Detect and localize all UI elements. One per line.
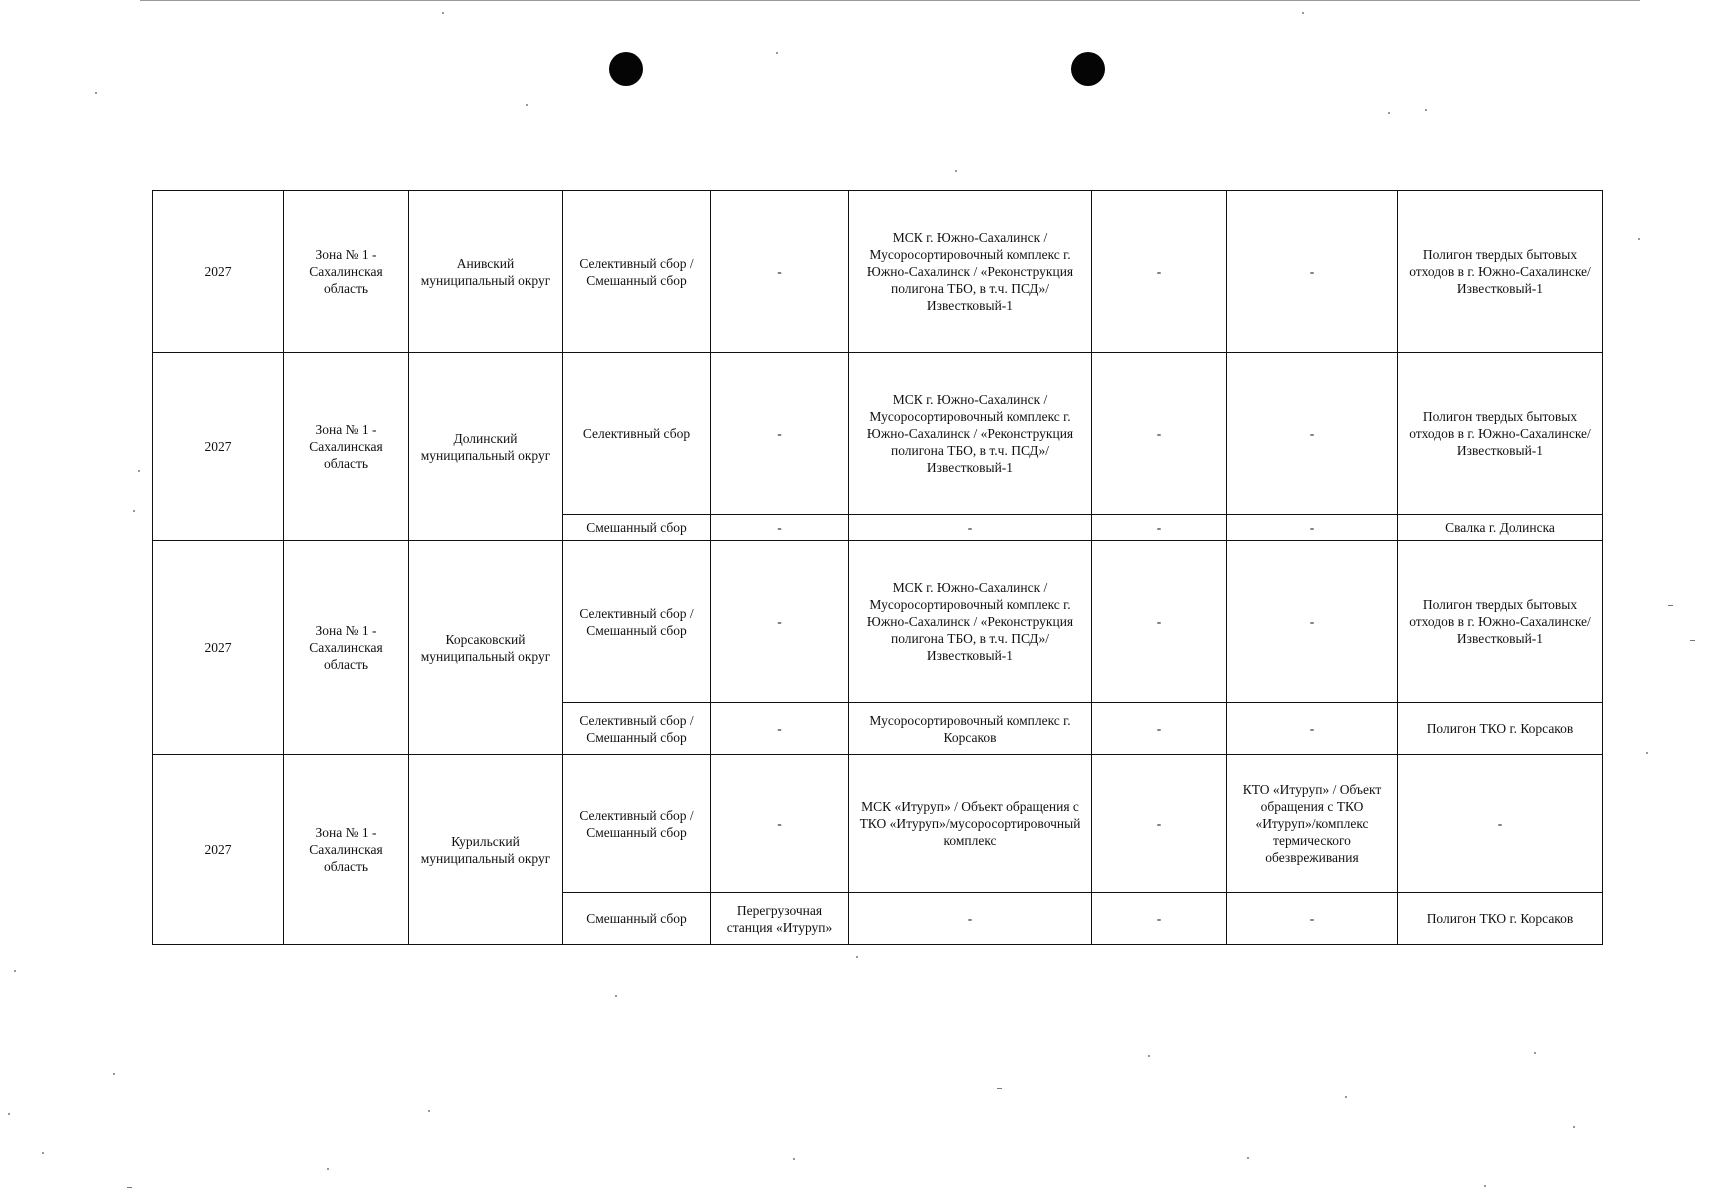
transfer-cell: Перегрузочная станция «Итуруп» — [711, 893, 849, 945]
sorting-cell: Мусоросортировочный комплекс г. Корсаков — [849, 703, 1092, 755]
neutralization-cell: - — [1227, 541, 1398, 703]
year-cell: 2027 — [153, 755, 284, 945]
landfill-cell: Полигон твердых бытовых отходов в г. Южно-Сахалинске/Известковый-1 — [1398, 541, 1603, 703]
table-row — [153, 755, 1603, 893]
year-cell: 2027 — [153, 353, 284, 541]
landfill-cell: - — [1398, 755, 1603, 893]
neutralization-cell: - — [1227, 515, 1398, 541]
collection-cell: Селективный сбор — [563, 353, 711, 515]
year-cell: 2027 — [153, 191, 284, 353]
transfer-cell: - — [711, 755, 849, 893]
transfer-cell: - — [711, 515, 849, 541]
table-row — [153, 541, 1603, 703]
landfill-cell: Полигон твердых бытовых отходов в г. Южно-Сахалинске/Известковый-1 — [1398, 353, 1603, 515]
district-cell: Курильский муниципальный округ — [409, 755, 563, 945]
processing-cell: - — [1092, 353, 1227, 515]
landfill-cell: Полигон ТКО г. Корсаков — [1398, 893, 1603, 945]
transfer-cell: - — [711, 353, 849, 515]
punch-hole-right — [1071, 52, 1105, 86]
landfill-cell: Полигон твердых бытовых отходов в г. Южно-Сахалинске/Известковый-1 — [1398, 191, 1603, 353]
district-cell: Долинский муниципальный округ — [409, 353, 563, 541]
district-cell: Корсаковский муниципальный округ — [409, 541, 563, 755]
collection-cell: Смешанный сбор — [563, 515, 711, 541]
zone-cell: Зона № 1 - Сахалинская область — [284, 541, 409, 755]
neutralization-cell: КТО «Итуруп» / Объект обращения с ТКО «Итуруп»/комплекс термического обезвреживания — [1227, 755, 1398, 893]
year-cell: 2027 — [153, 541, 284, 755]
punch-hole-left — [609, 52, 643, 86]
neutralization-cell: - — [1227, 893, 1398, 945]
processing-cell: - — [1092, 191, 1227, 353]
district-cell: Анивский муниципальный округ — [409, 191, 563, 353]
transfer-cell: - — [711, 703, 849, 755]
collection-cell: Смешанный сбор — [563, 893, 711, 945]
zone-cell: Зона № 1 - Сахалинская область — [284, 755, 409, 945]
scan-edge-line — [140, 0, 1640, 1]
transfer-cell: - — [711, 541, 849, 703]
collection-cell: Селективный сбор / Смешанный сбор — [563, 191, 711, 353]
landfill-cell: Свалка г. Долинска — [1398, 515, 1603, 541]
sorting-cell: - — [849, 893, 1092, 945]
table-row — [153, 191, 1603, 353]
neutralization-cell: - — [1227, 353, 1398, 515]
zone-cell: Зона № 1 - Сахалинская область — [284, 353, 409, 541]
sorting-cell: - — [849, 515, 1092, 541]
collection-cell: Селективный сбор / Смешанный сбор — [563, 703, 711, 755]
sorting-cell: МСК «Итуруп» / Объект обращения с ТКО «Итуруп»/мусоросортировочный комплекс — [849, 755, 1092, 893]
table-row — [153, 353, 1603, 515]
processing-cell: - — [1092, 515, 1227, 541]
collection-cell: Селективный сбор / Смешанный сбор — [563, 755, 711, 893]
processing-cell: - — [1092, 541, 1227, 703]
waste-flow-table — [152, 190, 1603, 945]
neutralization-cell: - — [1227, 703, 1398, 755]
processing-cell: - — [1092, 755, 1227, 893]
processing-cell: - — [1092, 703, 1227, 755]
transfer-cell: - — [711, 191, 849, 353]
sorting-cell: МСК г. Южно-Сахалинск / Мусоросортировочный комплекс г. Южно-Сахалинск / «Реконструкция полигона ТБО, в т.ч. ПСД»/Известковый-1 — [849, 541, 1092, 703]
collection-cell: Селективный сбор / Смешанный сбор — [563, 541, 711, 703]
sorting-cell: МСК г. Южно-Сахалинск / Мусоросортировочный комплекс г. Южно-Сахалинск / «Реконструкция полигона ТБО, в т.ч. ПСД»/Известковый-1 — [849, 353, 1092, 515]
sorting-cell: МСК г. Южно-Сахалинск / Мусоросортировочный комплекс г. Южно-Сахалинск / «Реконструкция полигона ТБО, в т.ч. ПСД»/Известковый-1 — [849, 191, 1092, 353]
zone-cell: Зона № 1 - Сахалинская область — [284, 191, 409, 353]
processing-cell: - — [1092, 893, 1227, 945]
landfill-cell: Полигон ТКО г. Корсаков — [1398, 703, 1603, 755]
neutralization-cell: - — [1227, 191, 1398, 353]
